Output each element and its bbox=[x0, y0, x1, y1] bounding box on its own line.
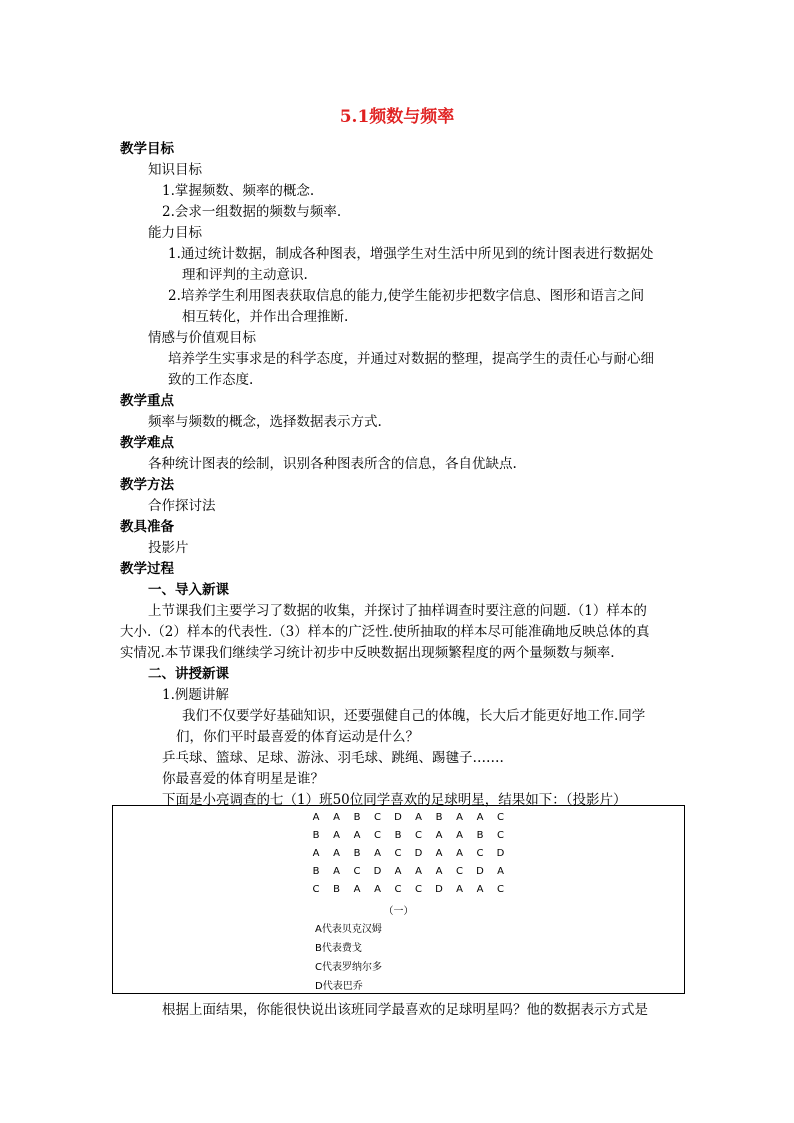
question-after-table: 根据上面结果，你能很快说出该班同学最喜欢的足球明星吗？他的数据表示方式是 bbox=[162, 1002, 648, 1018]
survey-cell: B bbox=[312, 830, 320, 841]
subheading-emotion: 情感与价值观目标 bbox=[148, 330, 256, 346]
survey-cell: A bbox=[312, 848, 320, 859]
survey-cell: C bbox=[394, 884, 402, 895]
process-step-1-title: 一、导入新课 bbox=[148, 582, 229, 598]
process-step-1-line-2: 大小.（2）样本的代表性.（3）样本的广泛性.使所抽取的样本尽可能准确地反映总体的真 bbox=[120, 624, 650, 640]
survey-cell: B bbox=[353, 848, 361, 859]
survey-cell: D bbox=[476, 866, 484, 877]
page-title: 5.1频数与频率 bbox=[339, 107, 455, 127]
legend-a: A代表贝克汉姆 bbox=[315, 924, 382, 935]
survey-cell: A bbox=[333, 812, 340, 823]
heading-key-points: 教学重点 bbox=[120, 393, 174, 409]
legend-c: C代表罗纳尔多 bbox=[315, 962, 382, 973]
heading-tools: 教具准备 bbox=[120, 519, 174, 535]
survey-cell: C bbox=[353, 866, 361, 877]
survey-cell: C bbox=[394, 848, 402, 859]
survey-cell: B bbox=[353, 812, 361, 823]
survey-cell: A bbox=[435, 830, 443, 841]
survey-cell: A bbox=[435, 866, 443, 877]
method-text: 合作探讨法 bbox=[148, 498, 216, 514]
knowledge-item-2: 2.会求一组数据的频数与频率. bbox=[162, 204, 342, 220]
survey-cell: D bbox=[435, 884, 443, 895]
survey-cell: A bbox=[476, 884, 484, 895]
heading-goals: 教学目标 bbox=[120, 141, 174, 157]
survey-cell: B bbox=[435, 812, 443, 823]
ability-item-2-line-1: 2.培养学生利用图表获取信息的能力,使学生能初步把数字信息、图形和语言之间 bbox=[168, 288, 645, 304]
survey-cell: B bbox=[312, 866, 320, 877]
survey-cell: A bbox=[374, 884, 381, 895]
heading-process: 教学过程 bbox=[120, 561, 174, 577]
survey-caption: （一） bbox=[383, 906, 414, 917]
survey-cell: A bbox=[353, 830, 361, 841]
survey-cell: A bbox=[456, 848, 463, 859]
survey-cell: A bbox=[435, 848, 443, 859]
emotion-line-1: 培养学生实事求是的科学态度，并通过对数据的整理，提高学生的责任心与耐心细 bbox=[168, 351, 654, 367]
survey-cell: C bbox=[374, 812, 381, 823]
ability-item-1-line-1: 1.通过统计数据，制成各种图表，增强学生对生活中所见到的统计图表进行数据处 bbox=[168, 246, 654, 262]
survey-cell: C bbox=[312, 884, 320, 895]
survey-cell: C bbox=[497, 830, 504, 841]
process-step-1-line-1: 上节课我们主要学习了数据的收集，并探讨了抽样调查时要注意的问题.（1）样本的 bbox=[148, 603, 647, 619]
survey-cell: B bbox=[476, 830, 484, 841]
survey-cell: C bbox=[415, 884, 422, 895]
example-line-3: 乒乓球、篮球、足球、游泳、羽毛球、跳绳、踢毽子……. bbox=[162, 750, 504, 766]
survey-cell: A bbox=[394, 866, 402, 877]
survey-cell: A bbox=[333, 848, 340, 859]
survey-cell: C bbox=[374, 830, 381, 841]
survey-cell: A bbox=[497, 866, 504, 877]
survey-cell: A bbox=[353, 884, 361, 895]
heading-method: 教学方法 bbox=[120, 477, 174, 493]
legend-d: D代表巴乔 bbox=[315, 981, 363, 992]
survey-cell: A bbox=[456, 884, 463, 895]
survey-cell: A bbox=[456, 812, 463, 823]
example-line-1: 我们不仅要学好基础知识，还要强健自己的体魄，长大后才能更好地工作.同学 bbox=[182, 708, 646, 724]
process-step-1-line-3: 实情况.本节课我们继续学习统计初步中反映数据出现频繁程度的两个量频数与频率. bbox=[120, 645, 615, 661]
survey-results-box bbox=[112, 805, 685, 994]
survey-cell: A bbox=[312, 812, 320, 823]
survey-cell: D bbox=[394, 812, 402, 823]
ability-item-2-line-2: 相互转化，并作出合理推断. bbox=[182, 309, 349, 325]
emotion-line-2: 致的工作态度. bbox=[168, 372, 254, 388]
survey-cell: C bbox=[476, 848, 484, 859]
survey-cell: A bbox=[456, 830, 463, 841]
survey-cell: A bbox=[415, 866, 422, 877]
survey-cell: D bbox=[373, 866, 382, 877]
tools-text: 投影片 bbox=[148, 540, 189, 556]
survey-cell: B bbox=[394, 830, 402, 841]
survey-cell: A bbox=[333, 830, 340, 841]
survey-cell: D bbox=[496, 848, 505, 859]
subheading-ability: 能力目标 bbox=[148, 225, 202, 241]
survey-cell: D bbox=[414, 848, 423, 859]
survey-cell: A bbox=[374, 848, 381, 859]
ability-item-1-line-2: 理和评判的主动意识. bbox=[182, 267, 308, 283]
knowledge-item-1: 1.掌握频数、频率的概念. bbox=[162, 183, 315, 199]
survey-cell: A bbox=[476, 812, 484, 823]
process-step-2-subtitle: 1.例题讲解 bbox=[162, 687, 229, 703]
survey-cell: A bbox=[415, 812, 422, 823]
survey-cell: B bbox=[333, 884, 340, 895]
survey-cell: A bbox=[333, 866, 340, 877]
survey-cell: C bbox=[415, 830, 422, 841]
key-points-text: 频率与频数的概念，选择数据表示方式. bbox=[148, 414, 382, 430]
survey-cell: C bbox=[497, 884, 504, 895]
legend-b: B代表费戈 bbox=[315, 943, 362, 954]
heading-difficulty: 教学难点 bbox=[120, 435, 174, 451]
survey-cell: C bbox=[456, 866, 463, 877]
difficulty-text: 各种统计图表的绘制，识别各种图表所含的信息，各自优缺点. bbox=[148, 456, 517, 472]
survey-cell: C bbox=[497, 812, 504, 823]
example-line-5: 下面是小亮调查的七（1）班50位同学喜欢的足球明星，结果如下：（投影片） bbox=[162, 792, 627, 808]
subheading-knowledge: 知识目标 bbox=[148, 162, 202, 178]
example-line-4: 你最喜爱的体育明星是谁？ bbox=[162, 771, 324, 787]
example-line-2: 们，你们平时最喜爱的体育运动是什么？ bbox=[176, 729, 419, 745]
process-step-2-title: 二、讲授新课 bbox=[148, 666, 229, 682]
